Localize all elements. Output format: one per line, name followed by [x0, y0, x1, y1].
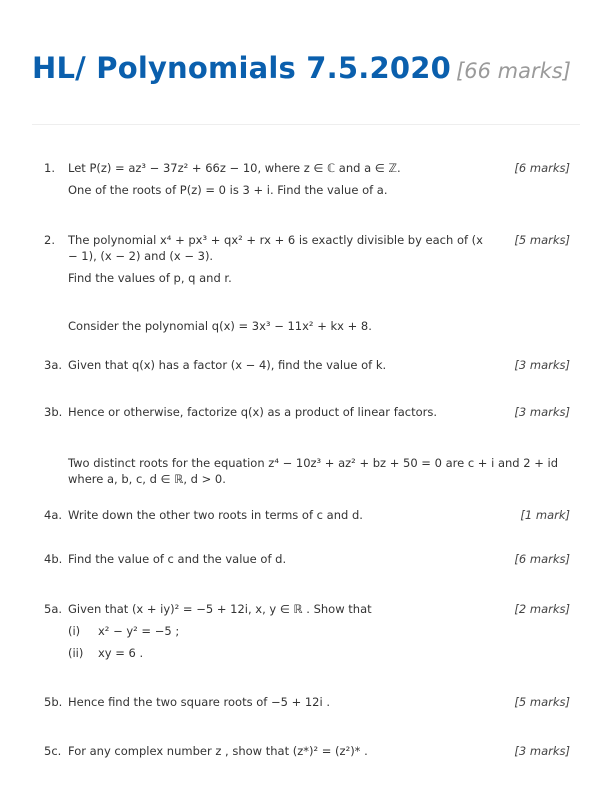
sub-item-text: x² − y² = −5 ; [98, 624, 180, 638]
marks-label: [5 marks] [514, 233, 570, 247]
question-number: 5a. [44, 602, 63, 616]
question-text: Hence or otherwise, factorize q(x) as a product of linear factors. [68, 405, 438, 419]
divider [32, 124, 580, 125]
marks-label: [3 marks] [514, 744, 570, 758]
question-text: Find the value of c and the value of d. [68, 552, 287, 566]
marks-label: [1 mark] [520, 508, 570, 522]
question-number: 4b. [44, 552, 63, 566]
question-text: Write down the other two roots in terms of c and d. [68, 508, 363, 522]
question-number: 3a. [44, 358, 63, 372]
question-number: 4a. [44, 508, 63, 522]
marks-label: [6 marks] [514, 161, 570, 175]
sub-item [68, 623, 488, 639]
question-text: Find the values of p, q and r. [68, 271, 232, 285]
question-number: 5b. [44, 695, 63, 709]
total-marks: [66 marks] [456, 59, 571, 83]
marks-label: [3 marks] [514, 358, 570, 372]
question-number: 1. [44, 161, 55, 175]
question-text: One of the roots of P(z) = 0 is 3 + i. Find the value of a. [68, 183, 388, 197]
question-number: 5c. [44, 744, 62, 758]
question-text: Given that (x + iy)² = −5 + 12i, x, y ∈ ℝ . Show that [68, 602, 372, 616]
marks-label: [2 marks] [514, 602, 570, 616]
question-text: The polynomial x⁴ + px³ + qx² + rx + 6 is exactly divisible by each of (x − 1), (x − 2) and (x − 3). [68, 233, 483, 263]
sub-item-label: (ii) [68, 646, 84, 660]
sub-item-text: xy = 6 . [98, 646, 144, 660]
page-title: HL/ Polynomials 7.5.2020 [32, 51, 451, 85]
question-3-stem: Consider the polynomial q(x) = 3x³ − 11x² + kx + 8. [68, 319, 372, 333]
marks-label: [5 marks] [514, 695, 570, 709]
question-text: Hence find the two square roots of −5 + 12i . [68, 695, 331, 709]
sub-item [68, 645, 488, 661]
title-block [32, 50, 572, 86]
question-number: 3b. [44, 405, 63, 419]
sub-item-label: (i) [68, 624, 81, 638]
marks-label: [6 marks] [514, 552, 570, 566]
question-number: 2. [44, 233, 55, 247]
marks-label: [3 marks] [514, 405, 570, 419]
question-text: Given that q(x) has a factor (x − 4), find the value of k. [68, 358, 387, 372]
question-text: Let P(z) = az³ − 37z² + 66z − 10, where z ∈ ℂ and a ∈ ℤ. [68, 161, 401, 175]
question-text: For any complex number z , show that (z*)² = (z²)* . [68, 744, 368, 758]
question-4-stem: Two distinct roots for the equation z⁴ − 10z³ + az² + bz + 50 = 0 are c + i and 2 + id where a, b, c, d ∈ ℝ, d > 0. [68, 456, 558, 486]
